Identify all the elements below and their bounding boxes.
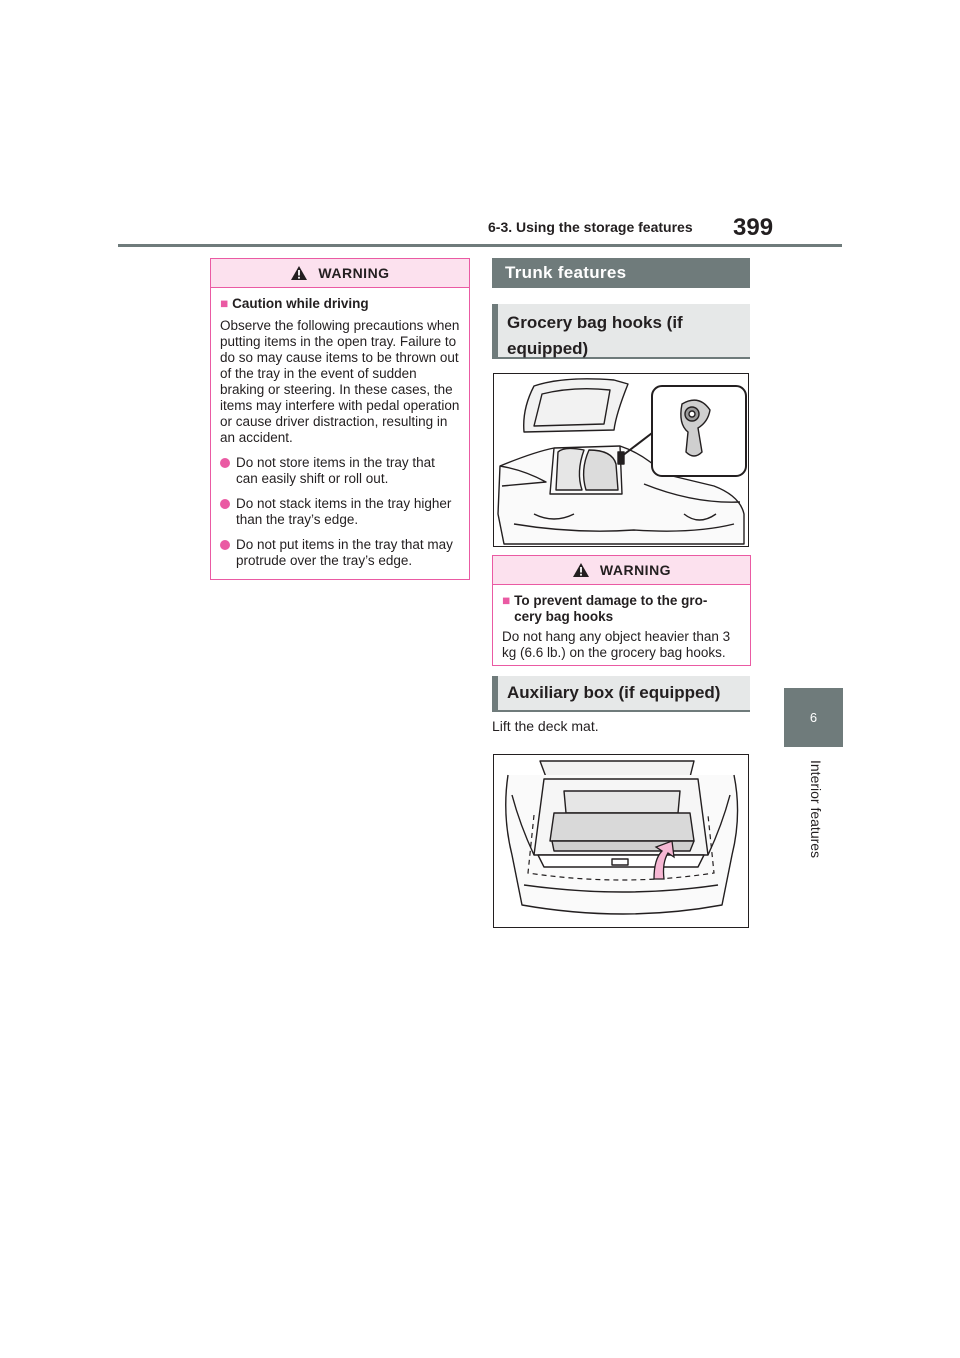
chapter-label: Interior features [808,760,824,859]
trunk-open-illustration [494,374,748,546]
trunk-deck-mat-illustration [494,755,748,927]
warning-body [493,585,750,669]
warning-triangle-icon [290,265,308,281]
header-divider [118,244,842,247]
warning-title: WARNING [318,265,390,281]
warning-header [211,259,469,288]
auxiliary-box-heading: Auxiliary box (if equipped) [492,676,750,712]
list-item: Do not stack items in the tray higher than the tray’s edge. [220,496,460,528]
warning-subheading: ■ Caution while driving [220,296,369,311]
warning-header [493,556,750,585]
list-item: Do not put items in the tray that may protrude over the tray’s edge. [220,537,460,569]
warning-text: Do not hang any object heavier than 3 kg (6.6 lb.) on the grocery bag hooks. [502,629,731,660]
list-item: Do not store items in the tray that can easily shift or roll out. [220,455,460,487]
page-number: 399 [733,214,774,241]
grocery-hook-illustration [493,373,749,547]
bullet-dot-icon [220,499,230,509]
warning-box-hooks [492,555,751,666]
instruction-text: Lift the deck mat. [492,718,599,734]
section-title: 6-3. Using the storage features [488,219,693,235]
warning-subheading: ■ To prevent damage to the gro- cery bag hooks [502,593,708,624]
chapter-tab[interactable] [784,688,843,747]
warning-box-tray [210,258,470,580]
square-bullet-icon: ■ [502,593,511,608]
bullet-dot-icon [220,540,230,550]
bullet-dot-icon [220,458,230,468]
warning-intro-text: Observe the following precautions when putting items in the open tray. Failure to do so may cause items to be thrown out of the tray in the event of sudden braking or steering. In these cases, the items may interfere with pedal operation or cause driver distraction, resulting in an accident. [220,318,460,445]
grocery-hooks-heading: Grocery bag hooks (if equipped) [492,304,750,359]
trunk-features-heading: Trunk features [492,258,750,288]
warning-triangle-icon [572,562,590,578]
warning-title: WARNING [599,562,672,578]
deck-mat-illustration [493,754,749,928]
warning-body [211,288,469,586]
chapter-number: 6 [809,710,818,725]
square-bullet-icon: ■ [220,296,229,311]
